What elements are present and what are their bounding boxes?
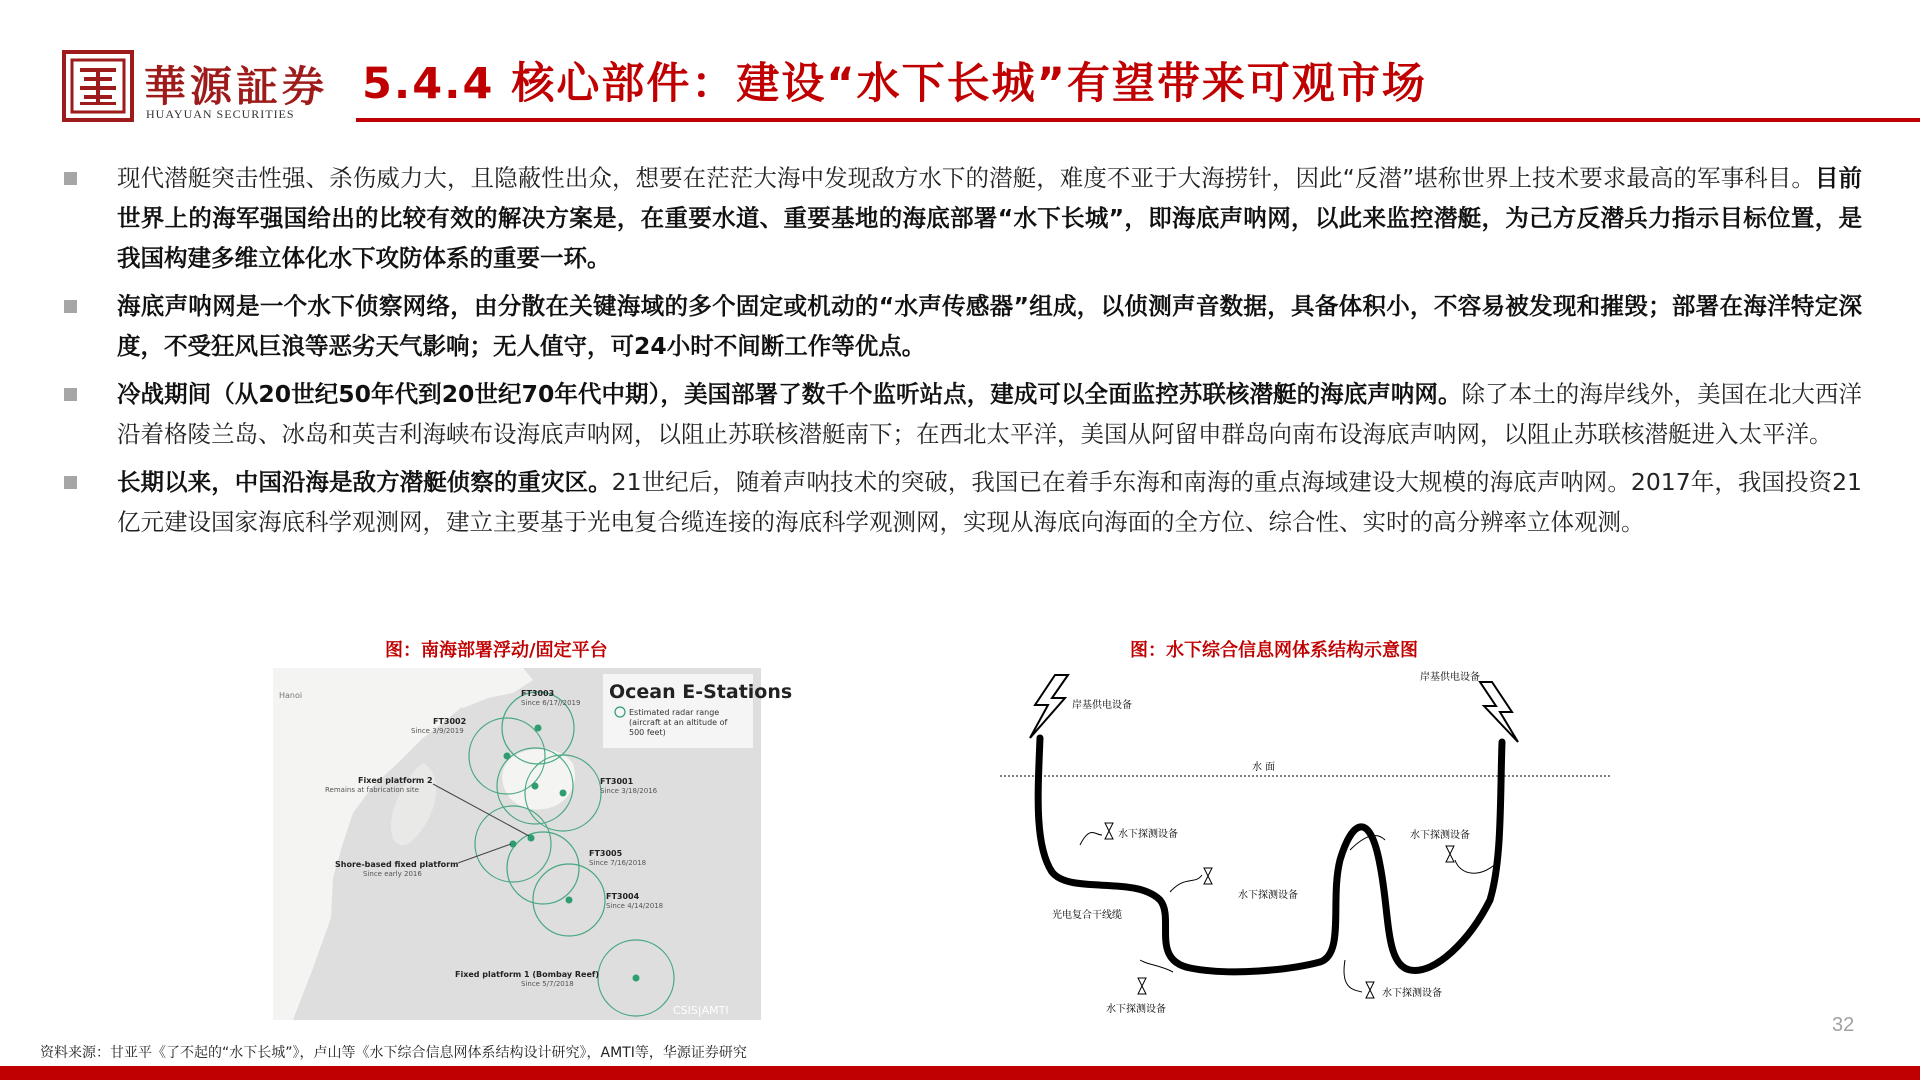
station-since: Remains at fabrication site [325,786,419,794]
page-number: 32 [1832,1014,1855,1036]
station-since: Since 5/7/2018 [521,980,574,988]
station-name: Fixed platform 2 [358,776,433,785]
bullet-text: 21世纪后，随着声呐技术的突破，我国已在着手东海和南海的重点海域建设大规模的海底声呐网。2017年，我国投资21亿元建设国家海底科学观测网，建立主要基于光电复合缆连接的海底科学观测网，实现从海底向海面的全方位、综合性、实时的高分辨率立体观测。 [117,468,1862,536]
station-name: FT3005 [589,849,623,858]
bullet-item [62,158,1862,278]
station-since: Since 7/16/2018 [589,859,647,867]
bullet-item [62,286,1862,366]
bullet-item [62,462,1862,542]
lightning-left-icon [1030,675,1068,738]
bullet-square-icon [64,300,77,313]
station-name: FT3004 [606,892,640,901]
trunk-cable-path [1038,738,1502,972]
legend-line: Estimated radar range [629,708,720,717]
bullet-item [62,374,1862,454]
south-china-sea-map [273,668,793,1020]
legend-line: 500 feet) [629,728,666,737]
station-name: FT3003 [521,689,555,698]
map-graphic [273,668,793,1020]
title-divider [356,118,1920,122]
cable-label: 光电复合干线缆 [1052,910,1122,921]
station-name: Shore-based fixed platform [335,860,459,869]
bullet-text: 除了本土的海岸线外，美国在北大西洋沿着格陵兰岛、冰岛和英吉利海峡布设海底声呐网，以阻止苏联核潜艇南下；在西北太平洋，美国从阿留申群岛向南布设海底声呐网，以阻止苏联核潜艇进入太平洋。 [117,380,1863,448]
station-name: FT3001 [600,777,634,786]
legend-line: (aircraft at an altitude of [629,718,728,727]
probe-label: 水下探测设备 [1410,830,1470,841]
shore-power-right-label: 岸基供电设备 [1420,672,1480,683]
company-logo [62,50,332,122]
bullet-square-icon [64,388,77,401]
city-label: Hanoi [279,691,303,700]
lightning-right-icon [1480,682,1518,742]
map-credit: CSIS|AMTI [673,1004,729,1017]
bullet-bold-text: 目前世界上的海军强国给出的比较有效的解决方案是，在重要水道、重要基地的海底部署“水下长城”，即海底声呐网，以此来监控潜艇，为己方反潜兵力指示目标位置，是我国构建多维立体化水下攻防体系的重要一环。 [117,164,1862,272]
station-since: Since 3/18/2016 [600,787,658,795]
bullet-bold-text: 长期以来，中国沿海是敌方潜艇侦察的重灾区。 [117,468,612,496]
figure-right-caption: 图：水下综合信息网体系结构示意图 [1130,640,1418,661]
bullet-square-icon [64,172,77,185]
logo-emblem-icon [62,50,134,122]
probe-label: 水下探测设备 [1382,988,1442,999]
station-since: Since 4/14/2018 [606,902,664,910]
bullet-text: 现代潜艇突击性强、杀伤威力大，且隐蔽性出众，想要在茫茫大海中发现敌方水下的潜艇，难度不亚于大海捞针，因此“反潜”堪称世界上技术要求最高的军事科目。 [117,164,1815,192]
figure-left-caption: 图：南海部署浮动/固定平台 [385,640,608,661]
station-since: Since 6/17//2019 [521,699,581,707]
bullet-bold-text: 海底声呐网是一个水下侦察网络，由分散在关键海域的多个固定或机动的“水声传感器”组成，以侦测声音数据，具备体积小，不容易被发现和摧毁；部署在海洋特定深度，不受狂风巨浪等恶劣天气影响；无人值守，可24小时不间断工作等优点。 [117,292,1862,360]
probe-label: 水下探测设备 [1106,1004,1166,1015]
source-note: 资料来源：甘亚平《了不起的“水下长城”》，卢山等《水下综合信息网体系结构设计研究》，AMTI等，华源证券研究 [40,1045,747,1061]
station-since: Since 3/9/2019 [411,727,464,735]
bullet-square-icon [64,476,77,489]
map-title: Ocean E-Stations [609,681,793,703]
footer-bar [0,1066,1920,1080]
brand-name-cn: 華源証券 [144,62,329,111]
bullet-bold-text: 冷战期间（从20世纪50年代到20世纪70年代中期），美国部署了数千个监听站点，建成可以全面监控苏联核潜艇的海底声呐网。 [117,380,1462,408]
station-since: Since early 2016 [363,870,422,878]
water-surface-label: 水 面 [1252,762,1276,773]
station-name: Fixed platform 1 (Bombay Reef) [455,970,600,979]
brand-name-en: HUAYUAN SECURITIES [146,107,295,121]
bullet-list [62,158,1862,550]
page-title: 5.4.4 核心部件：建设“水下长城”有望带来可观市场 [362,59,1427,109]
probe-label: 水下探测设备 [1238,890,1298,901]
station-name: FT3002 [433,717,467,726]
shore-power-left-label: 岸基供电设备 [1072,700,1132,711]
probe-label: 水下探测设备 [1118,829,1178,840]
underwater-network-diagram [990,660,1620,1020]
